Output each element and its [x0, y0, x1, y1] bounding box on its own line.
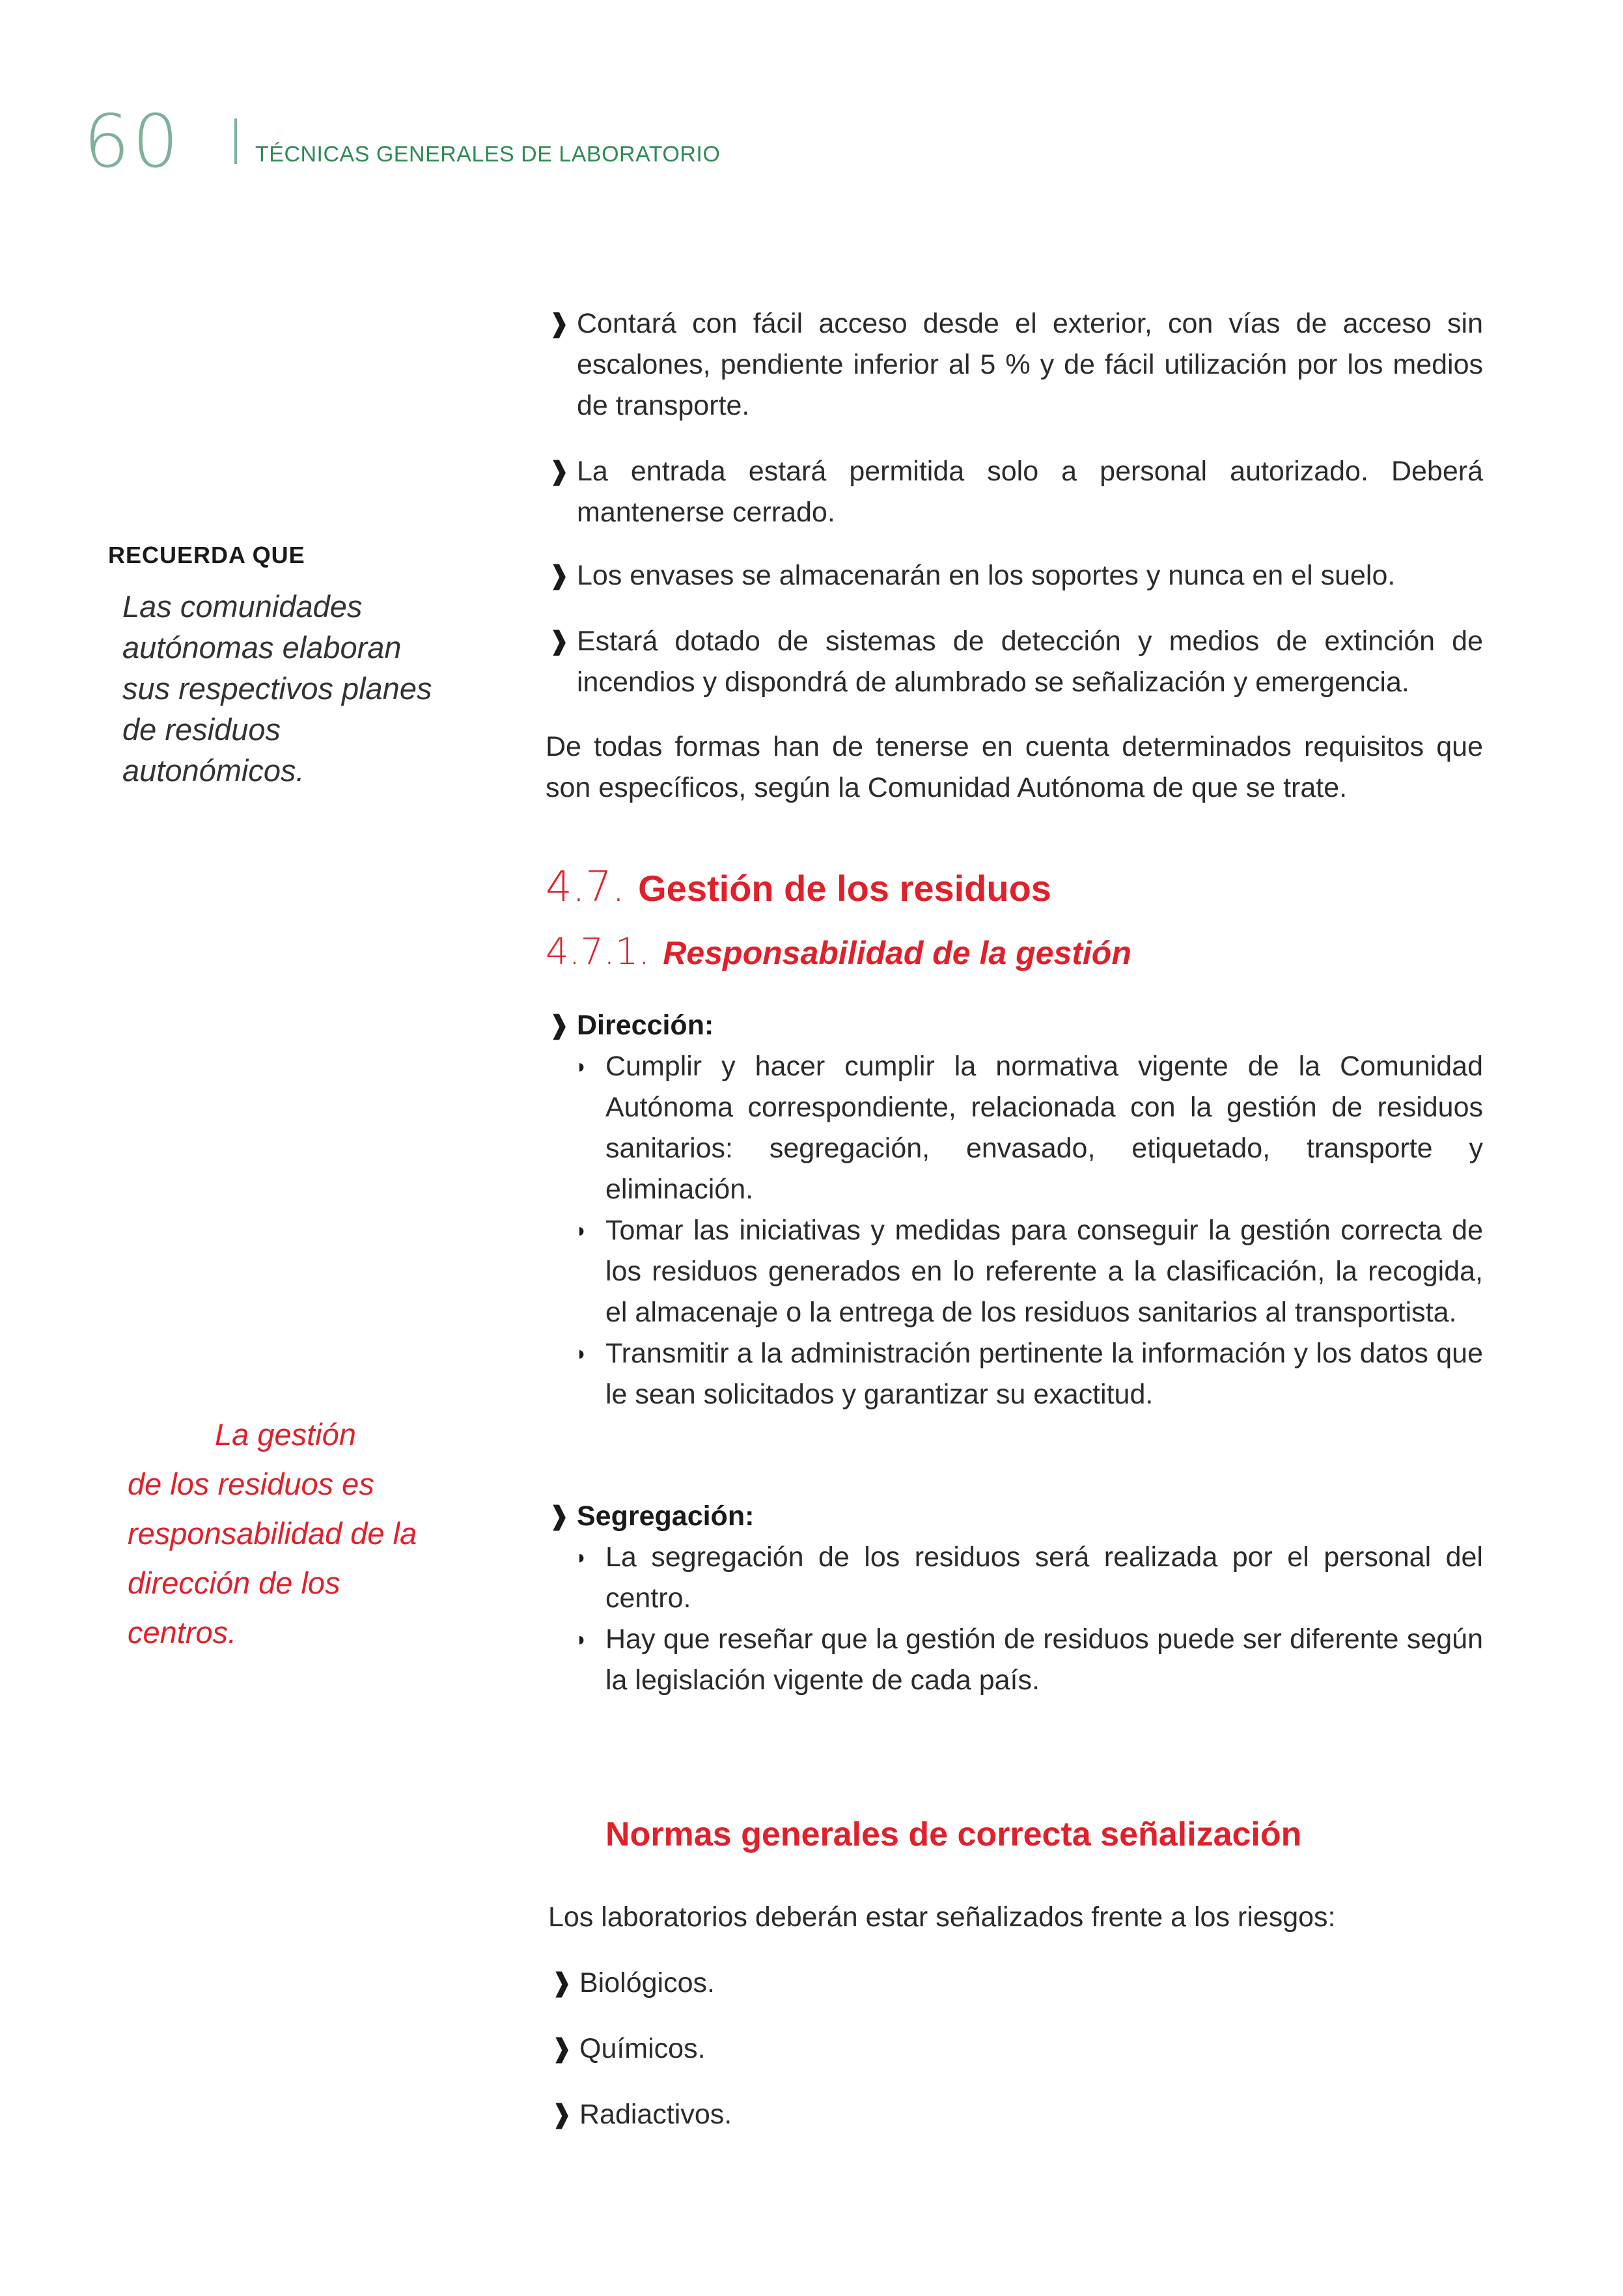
signage-block [548, 1897, 1486, 2135]
list-item: ❱ Estará dotado de sistemas de detección y medios de extinción de incendios y dispondrá de alumbrado se señalización y emergencia. [546, 621, 1483, 703]
page-number: 60 [83, 100, 182, 184]
section-heading [546, 863, 1051, 911]
list-item: ◗ Transmitir a la administración pertinente la información y los datos que le sean solicitados y garantizar su exactitud. [546, 1333, 1483, 1415]
side-quote [128, 1410, 434, 1657]
bullet-icon: ❱ [548, 561, 570, 590]
subsection-title: Responsabilidad de la gestión [663, 935, 1131, 971]
section-title: Gestión de los residuos [638, 868, 1051, 909]
sub-bullet-icon: ◗ [576, 1220, 588, 1241]
signage-heading: Normas generales de correcta señalización [605, 1816, 1302, 1853]
remember-label: RECUERDA QUE [108, 542, 305, 568]
list-item: ❱ Químicos. [548, 2028, 1486, 2069]
bullet-icon: ❱ [551, 1969, 573, 1997]
bullet-icon: ❱ [551, 2100, 573, 2129]
list-item: ◗ Tomar las iniciativas y medidas para conseguir la gestión correcta de los residuos generados en lo referente a la clasificación, la recogida, el almacenaje o la entrega de los residuos sanitarios al transportista. [546, 1210, 1483, 1333]
header-divider [234, 118, 237, 164]
running-title: TÉCNICAS GENERALES DE LABORATORIO [255, 142, 721, 167]
bullet-icon: ❱ [548, 1011, 570, 1040]
list-item: ◗ Hay que reseñar que la gestión de residuos puede ser diferente según la legislación vigente de cada país. [546, 1619, 1483, 1701]
list-item: ❱ Contará con fácil acceso desde el exterior, con vías de acceso sin escalones, pendiente inferior al 5 % y de fácil utilización por los medios de transporte. [546, 303, 1483, 426]
subsection-number: 4.7.1. [546, 931, 650, 973]
subsection-heading [546, 931, 1131, 973]
segregacion-heading: ❱ Segregación: [546, 1496, 1483, 1537]
bullet-icon: ❱ [548, 457, 570, 486]
segregacion-block [546, 1496, 1483, 1701]
list-item: ❱ Biológicos. [548, 1963, 1486, 2004]
list-item: ❱ Radiactivos. [548, 2094, 1486, 2135]
side-quote-line1: La gestión [215, 1417, 356, 1452]
sub-bullet-icon: ◗ [576, 1547, 588, 1568]
bullet-icon: ❱ [548, 309, 570, 338]
side-quote-rest: de los residuos es responsabilidad de la dirección de los centros. [128, 1467, 417, 1650]
intro-bullet-list [546, 303, 1483, 809]
remember-text: Las comunidades autónomas elaboran sus respectivos planes de residuos autonómicos. [122, 589, 432, 788]
list-item: ❱ La entrada estará permitida solo a personal autorizado. Deberá mantenerse cerrado. [546, 451, 1483, 533]
bullet-icon: ❱ [551, 2034, 573, 2063]
section-number: 4.7. [546, 863, 626, 911]
signage-intro: Los laboratorios deberán estar señalizados frente a los riesgos: [548, 1902, 1336, 1933]
bullet-icon: ❱ [548, 627, 570, 656]
direccion-block [546, 1005, 1483, 1415]
list-item: ◗ Cumplir y hacer cumplir la normativa vigente de la Comunidad Autónoma correspondiente, relacionada con la gestión de residuos sanitarios: segregación, envasado, etiquetado, transporte y eliminación. [546, 1046, 1483, 1210]
sub-bullet-icon: ◗ [576, 1056, 588, 1077]
list-item: ❱ Los envases se almacenarán en los soportes y nunca en el suelo. [546, 555, 1483, 596]
sub-bullet-icon: ◗ [576, 1343, 588, 1364]
intro-paragraph: De todas formas han de tenerse en cuenta determinados requisitos que son específicos, según la Comunidad Autónoma de que se trate. [546, 731, 1483, 803]
bullet-icon: ❱ [548, 1502, 570, 1530]
sub-bullet-icon: ◗ [576, 1629, 588, 1650]
direccion-heading: ❱ Dirección: [546, 1005, 1483, 1046]
list-item: ◗ La segregación de los residuos será realizada por el personal del centro. [546, 1537, 1483, 1619]
